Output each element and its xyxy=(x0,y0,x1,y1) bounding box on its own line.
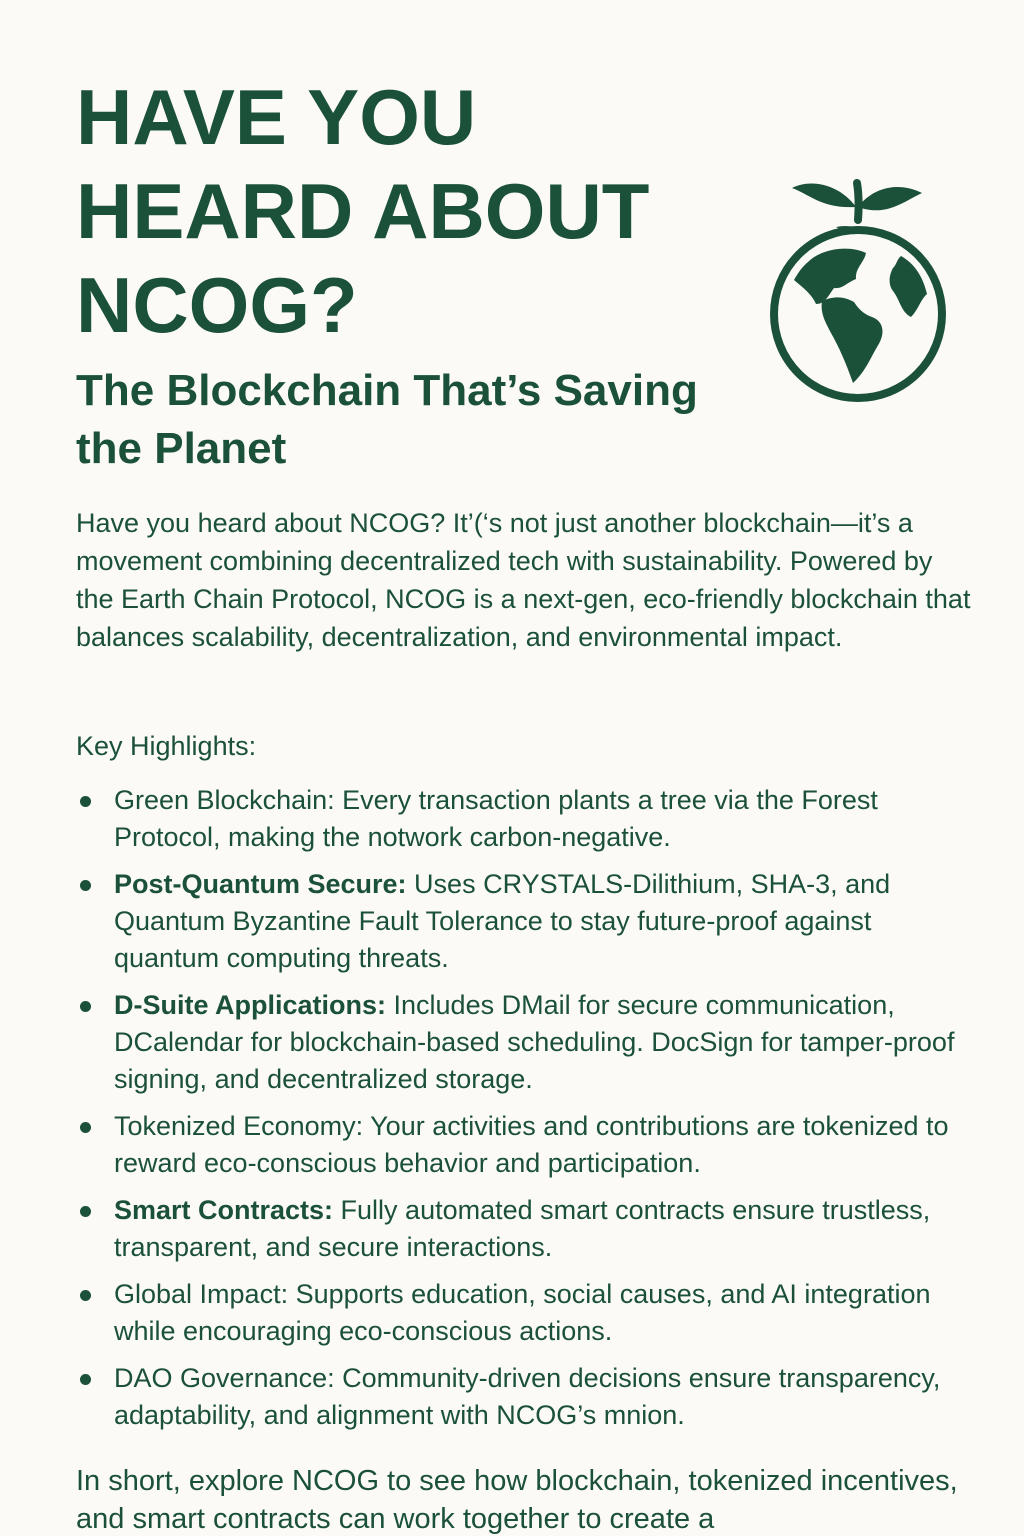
bullet-icon xyxy=(80,1122,91,1133)
bullet-icon xyxy=(80,880,91,891)
closing-paragraph: In short, explore NCOG to see how blockchain, tokenized incentives, and smart contracts can work together to create a xyxy=(76,1465,958,1535)
highlight-item xyxy=(76,1276,976,1350)
bullet-icon xyxy=(80,1001,91,1012)
highlights-list xyxy=(76,782,976,1444)
highlight-term: D-Suite Applications: xyxy=(114,990,387,1020)
bullet-icon xyxy=(80,1290,91,1301)
highlight-item xyxy=(76,1360,976,1434)
page-subtitle: The Blockchain That’s Saving the Planet xyxy=(76,366,698,473)
highlight-text: Includes DMail for secure communication, DCalendar for blockchain-based scheduling. DocSign for tamper-proof signing, and decentralized storage. xyxy=(114,990,955,1094)
highlight-text: Green Blockchain: Every transaction plants a tree via the Forest Protocol, making the notwork carbon-negative. xyxy=(114,785,878,852)
earth-sprout-icon xyxy=(764,178,952,414)
highlight-term: Post-Quantum Secure: xyxy=(114,869,407,899)
highlight-text: Fully automated smart contracts ensure trustless, transparent, and secure interactions. xyxy=(114,1195,931,1262)
highlight-term: Smart Contracts: xyxy=(114,1195,334,1225)
highlight-item xyxy=(76,1108,976,1182)
highlight-item xyxy=(76,1192,976,1266)
bullet-icon xyxy=(80,1374,91,1385)
highlight-text: DAO Governance: Community-driven decisions ensure transparency, adaptability, and alignment with NCOG’s mnion. xyxy=(114,1363,941,1430)
highlight-item xyxy=(76,782,976,856)
highlight-text: Uses CRYSTALS-Dilithium, SHA-3, and Quantum Byzantine Fault Tolerance to stay future-proof against quantum computing threats. xyxy=(114,869,891,973)
intro-paragraph: Have you heard about NCOG? It’(‘s not just another blockchain—it’s a movement combining decentralized tech with sustainability. Powered by the Earth Chain Protocol, NCOG is a next-gen, eco-friendly blockchain that balances scalability, decentralization, and environmental impact. xyxy=(76,508,971,652)
page-title: HAVE YOU HEARD ABOUT NCOG? xyxy=(76,73,650,349)
bullet-icon xyxy=(80,796,91,807)
bullet-icon xyxy=(80,1206,91,1217)
highlight-item xyxy=(76,866,976,977)
highlight-text: Global Impact: Supports education, social causes, and AI integration while encouraging eco-conscious actions. xyxy=(114,1279,931,1346)
highlights-heading: Key Highlights: xyxy=(76,731,257,761)
highlight-item xyxy=(76,987,976,1098)
highlight-text: Tokenized Economy: Your activities and contributions are tokenized to reward eco-conscious behavior and participation. xyxy=(114,1111,949,1178)
